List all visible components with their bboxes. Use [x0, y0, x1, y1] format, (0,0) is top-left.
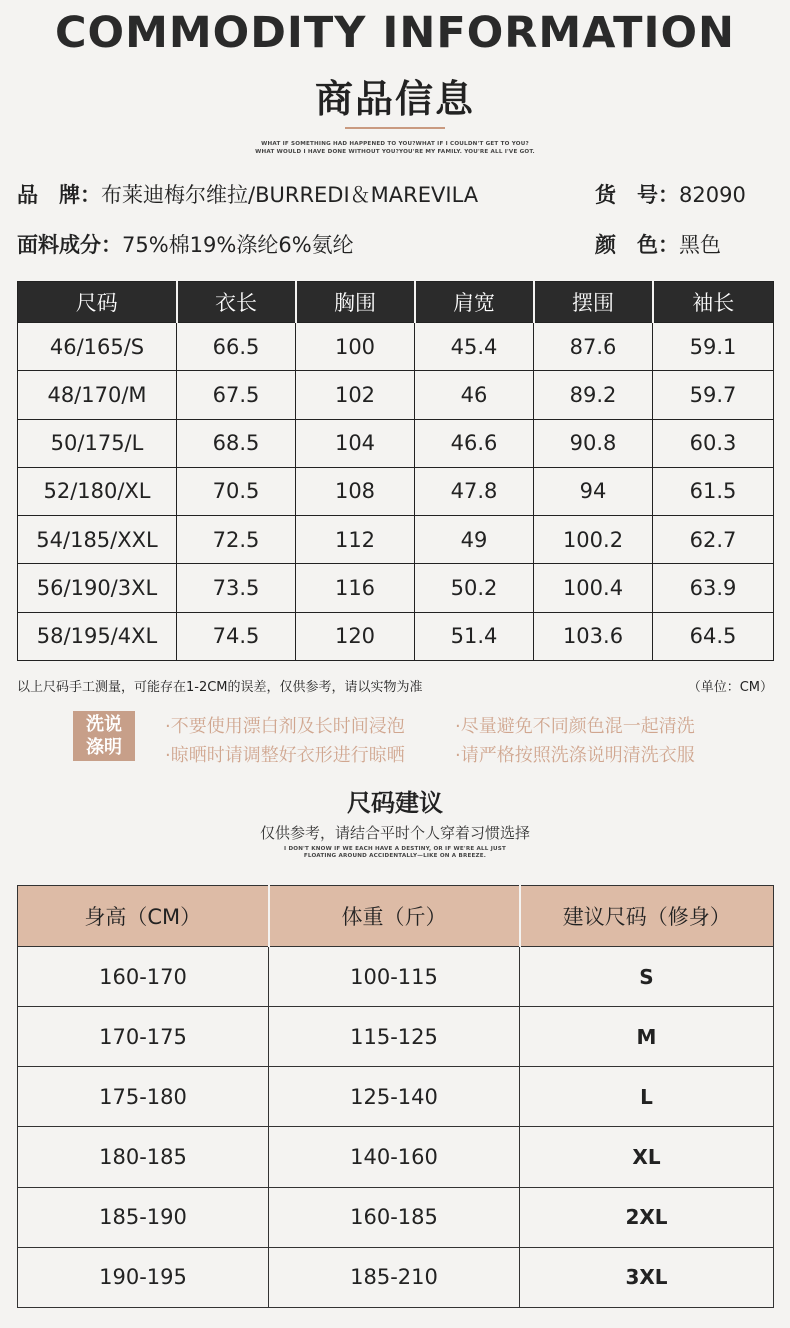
- advice-tagline-1: I DON'T KNOW IF WE EACH HAVE A DESTINY, OR IF WE'RE ALL JUST: [284, 846, 506, 852]
- height-cell: 180-185: [18, 1127, 269, 1187]
- size-cell: M: [520, 1007, 774, 1067]
- header-cell: 身高（CM）: [18, 886, 269, 947]
- size-cell: 52/180/XL: [18, 467, 177, 515]
- badge-line-1: 洗说: [86, 714, 122, 735]
- table-row: [18, 323, 774, 371]
- weight-cell: 140-160: [269, 1127, 520, 1187]
- size-cell: 48/170/M: [18, 371, 177, 419]
- size-chart-header-row: [18, 282, 774, 323]
- brand-value: 布莱迪梅尔维拉/BURREDI＆MAREVILA: [101, 183, 479, 207]
- size-cell: 2XL: [520, 1187, 774, 1247]
- fabric-row: [17, 229, 354, 259]
- header-cell: 肩宽: [415, 282, 534, 323]
- color-label: 颜 色：: [595, 233, 679, 257]
- value-cell: 66.5: [177, 323, 296, 371]
- size-cell: 58/195/4XL: [18, 612, 177, 660]
- size-recommendation-table: [17, 885, 774, 1308]
- weight-cell: 115-125: [269, 1007, 520, 1067]
- value-cell: 45.4: [415, 323, 534, 371]
- weight-cell: 125-140: [269, 1067, 520, 1127]
- height-cell: 175-180: [18, 1067, 269, 1127]
- value-cell: 100.2: [534, 516, 653, 564]
- tagline-line-2: WHAT WOULD I HAVE DONE WITHOUT YOU?YOU'RE MY FAMILY. YOU'RE ALL I'VE GOT.: [255, 149, 535, 155]
- height-cell: 160-170: [18, 947, 269, 1007]
- brand-row: [17, 179, 478, 209]
- value-cell: 120: [296, 612, 415, 660]
- value-cell: 49: [415, 516, 534, 564]
- height-cell: 170-175: [18, 1007, 269, 1067]
- table-row: [18, 947, 774, 1007]
- recommendation-header-row: [18, 886, 774, 947]
- size-cell: 56/190/3XL: [18, 564, 177, 612]
- size-cell: XL: [520, 1127, 774, 1187]
- size-cell: 54/185/XXL: [18, 516, 177, 564]
- value-cell: 61.5: [653, 467, 774, 515]
- size-cell: S: [520, 947, 774, 1007]
- wash-tip: ·不要使用漂白剂及长时间浸泡: [165, 716, 405, 737]
- value-cell: 46: [415, 371, 534, 419]
- table-row: [18, 1127, 774, 1187]
- size-chart-table: [17, 281, 774, 661]
- table-row: [18, 1067, 774, 1127]
- value-cell: 59.7: [653, 371, 774, 419]
- fabric-value: 75%棉19%涤纶6%氨纶: [122, 233, 354, 257]
- item-no-value: 82090: [679, 183, 746, 207]
- value-cell: 116: [296, 564, 415, 612]
- header-cell: 衣长: [177, 282, 296, 323]
- value-cell: 108: [296, 467, 415, 515]
- table-row: [18, 612, 774, 660]
- wash-instructions-badge: [73, 711, 135, 761]
- header-cell: 尺码: [18, 282, 177, 323]
- header-cell: 体重（斤）: [269, 886, 520, 947]
- value-cell: 51.4: [415, 612, 534, 660]
- header-cell: 胸围: [296, 282, 415, 323]
- tagline-line-1: WHAT IF SOMETHING HAD HAPPENED TO YOU?WHAT IF I COULDN'T GET TO YOU?: [261, 141, 529, 147]
- height-cell: 185-190: [18, 1187, 269, 1247]
- title-english: COMMODITY INFORMATION: [54, 8, 735, 58]
- value-cell: 63.9: [653, 564, 774, 612]
- value-cell: 68.5: [177, 419, 296, 467]
- value-cell: 90.8: [534, 419, 653, 467]
- value-cell: 87.6: [534, 323, 653, 371]
- table-row: [18, 419, 774, 467]
- table-row: [18, 371, 774, 419]
- wash-tip: ·尽量避免不同颜色混一起清洗: [455, 716, 695, 737]
- title-divider: [345, 127, 445, 129]
- size-advice-description: 仅供参考，请结合平时个人穿着习惯选择: [259, 824, 530, 842]
- value-cell: 70.5: [177, 467, 296, 515]
- header-cell: 摆围: [534, 282, 653, 323]
- value-cell: 73.5: [177, 564, 296, 612]
- value-cell: 102: [296, 371, 415, 419]
- value-cell: 50.2: [415, 564, 534, 612]
- size-advice-title: 尺码建议: [347, 789, 443, 817]
- color-row: [595, 229, 721, 259]
- value-cell: 62.7: [653, 516, 774, 564]
- fabric-label: 面料成分：: [17, 233, 122, 257]
- size-cell: 46/165/S: [18, 323, 177, 371]
- value-cell: 64.5: [653, 612, 774, 660]
- header-cell: 建议尺码（修身）: [520, 886, 774, 947]
- table-row: [18, 1247, 774, 1307]
- value-cell: 103.6: [534, 612, 653, 660]
- height-cell: 190-195: [18, 1247, 269, 1307]
- value-cell: 104: [296, 419, 415, 467]
- wash-tip: ·晾晒时请调整好衣形进行晾晒: [165, 745, 405, 766]
- wash-tip: ·请严格按照洗涤说明清洗衣服: [455, 745, 695, 766]
- title-chinese: 商品信息: [314, 77, 475, 121]
- value-cell: 59.1: [653, 323, 774, 371]
- table-row: [18, 1007, 774, 1067]
- table-row: [18, 1187, 774, 1247]
- table-row: [18, 516, 774, 564]
- item-no-row: [595, 179, 746, 209]
- value-cell: 60.3: [653, 419, 774, 467]
- brand-label: 品 牌：: [17, 183, 101, 207]
- advice-tagline-2: FLOATING AROUND ACCIDENTALLY—LIKE ON A BREEZE.: [303, 853, 487, 859]
- size-cell: 3XL: [520, 1247, 774, 1307]
- weight-cell: 185-210: [269, 1247, 520, 1307]
- weight-cell: 160-185: [269, 1187, 520, 1247]
- measurement-note: 以上尺码手工测量，可能存在1-2CM的误差，仅供参考，请以实物为准: [17, 680, 423, 695]
- value-cell: 72.5: [177, 516, 296, 564]
- value-cell: 112: [296, 516, 415, 564]
- value-cell: 46.6: [415, 419, 534, 467]
- badge-line-2: 涤明: [86, 737, 122, 758]
- value-cell: 100: [296, 323, 415, 371]
- item-no-label: 货 号：: [595, 183, 679, 207]
- table-row: [18, 564, 774, 612]
- value-cell: 94: [534, 467, 653, 515]
- value-cell: 47.8: [415, 467, 534, 515]
- value-cell: 67.5: [177, 371, 296, 419]
- weight-cell: 100-115: [269, 947, 520, 1007]
- color-value: 黑色: [679, 233, 721, 257]
- unit-label: （单位：CM）: [687, 680, 773, 695]
- value-cell: 74.5: [177, 612, 296, 660]
- value-cell: 89.2: [534, 371, 653, 419]
- value-cell: 100.4: [534, 564, 653, 612]
- size-cell: 50/175/L: [18, 419, 177, 467]
- table-row: [18, 467, 774, 515]
- header-cell: 袖长: [653, 282, 774, 323]
- size-cell: L: [520, 1067, 774, 1127]
